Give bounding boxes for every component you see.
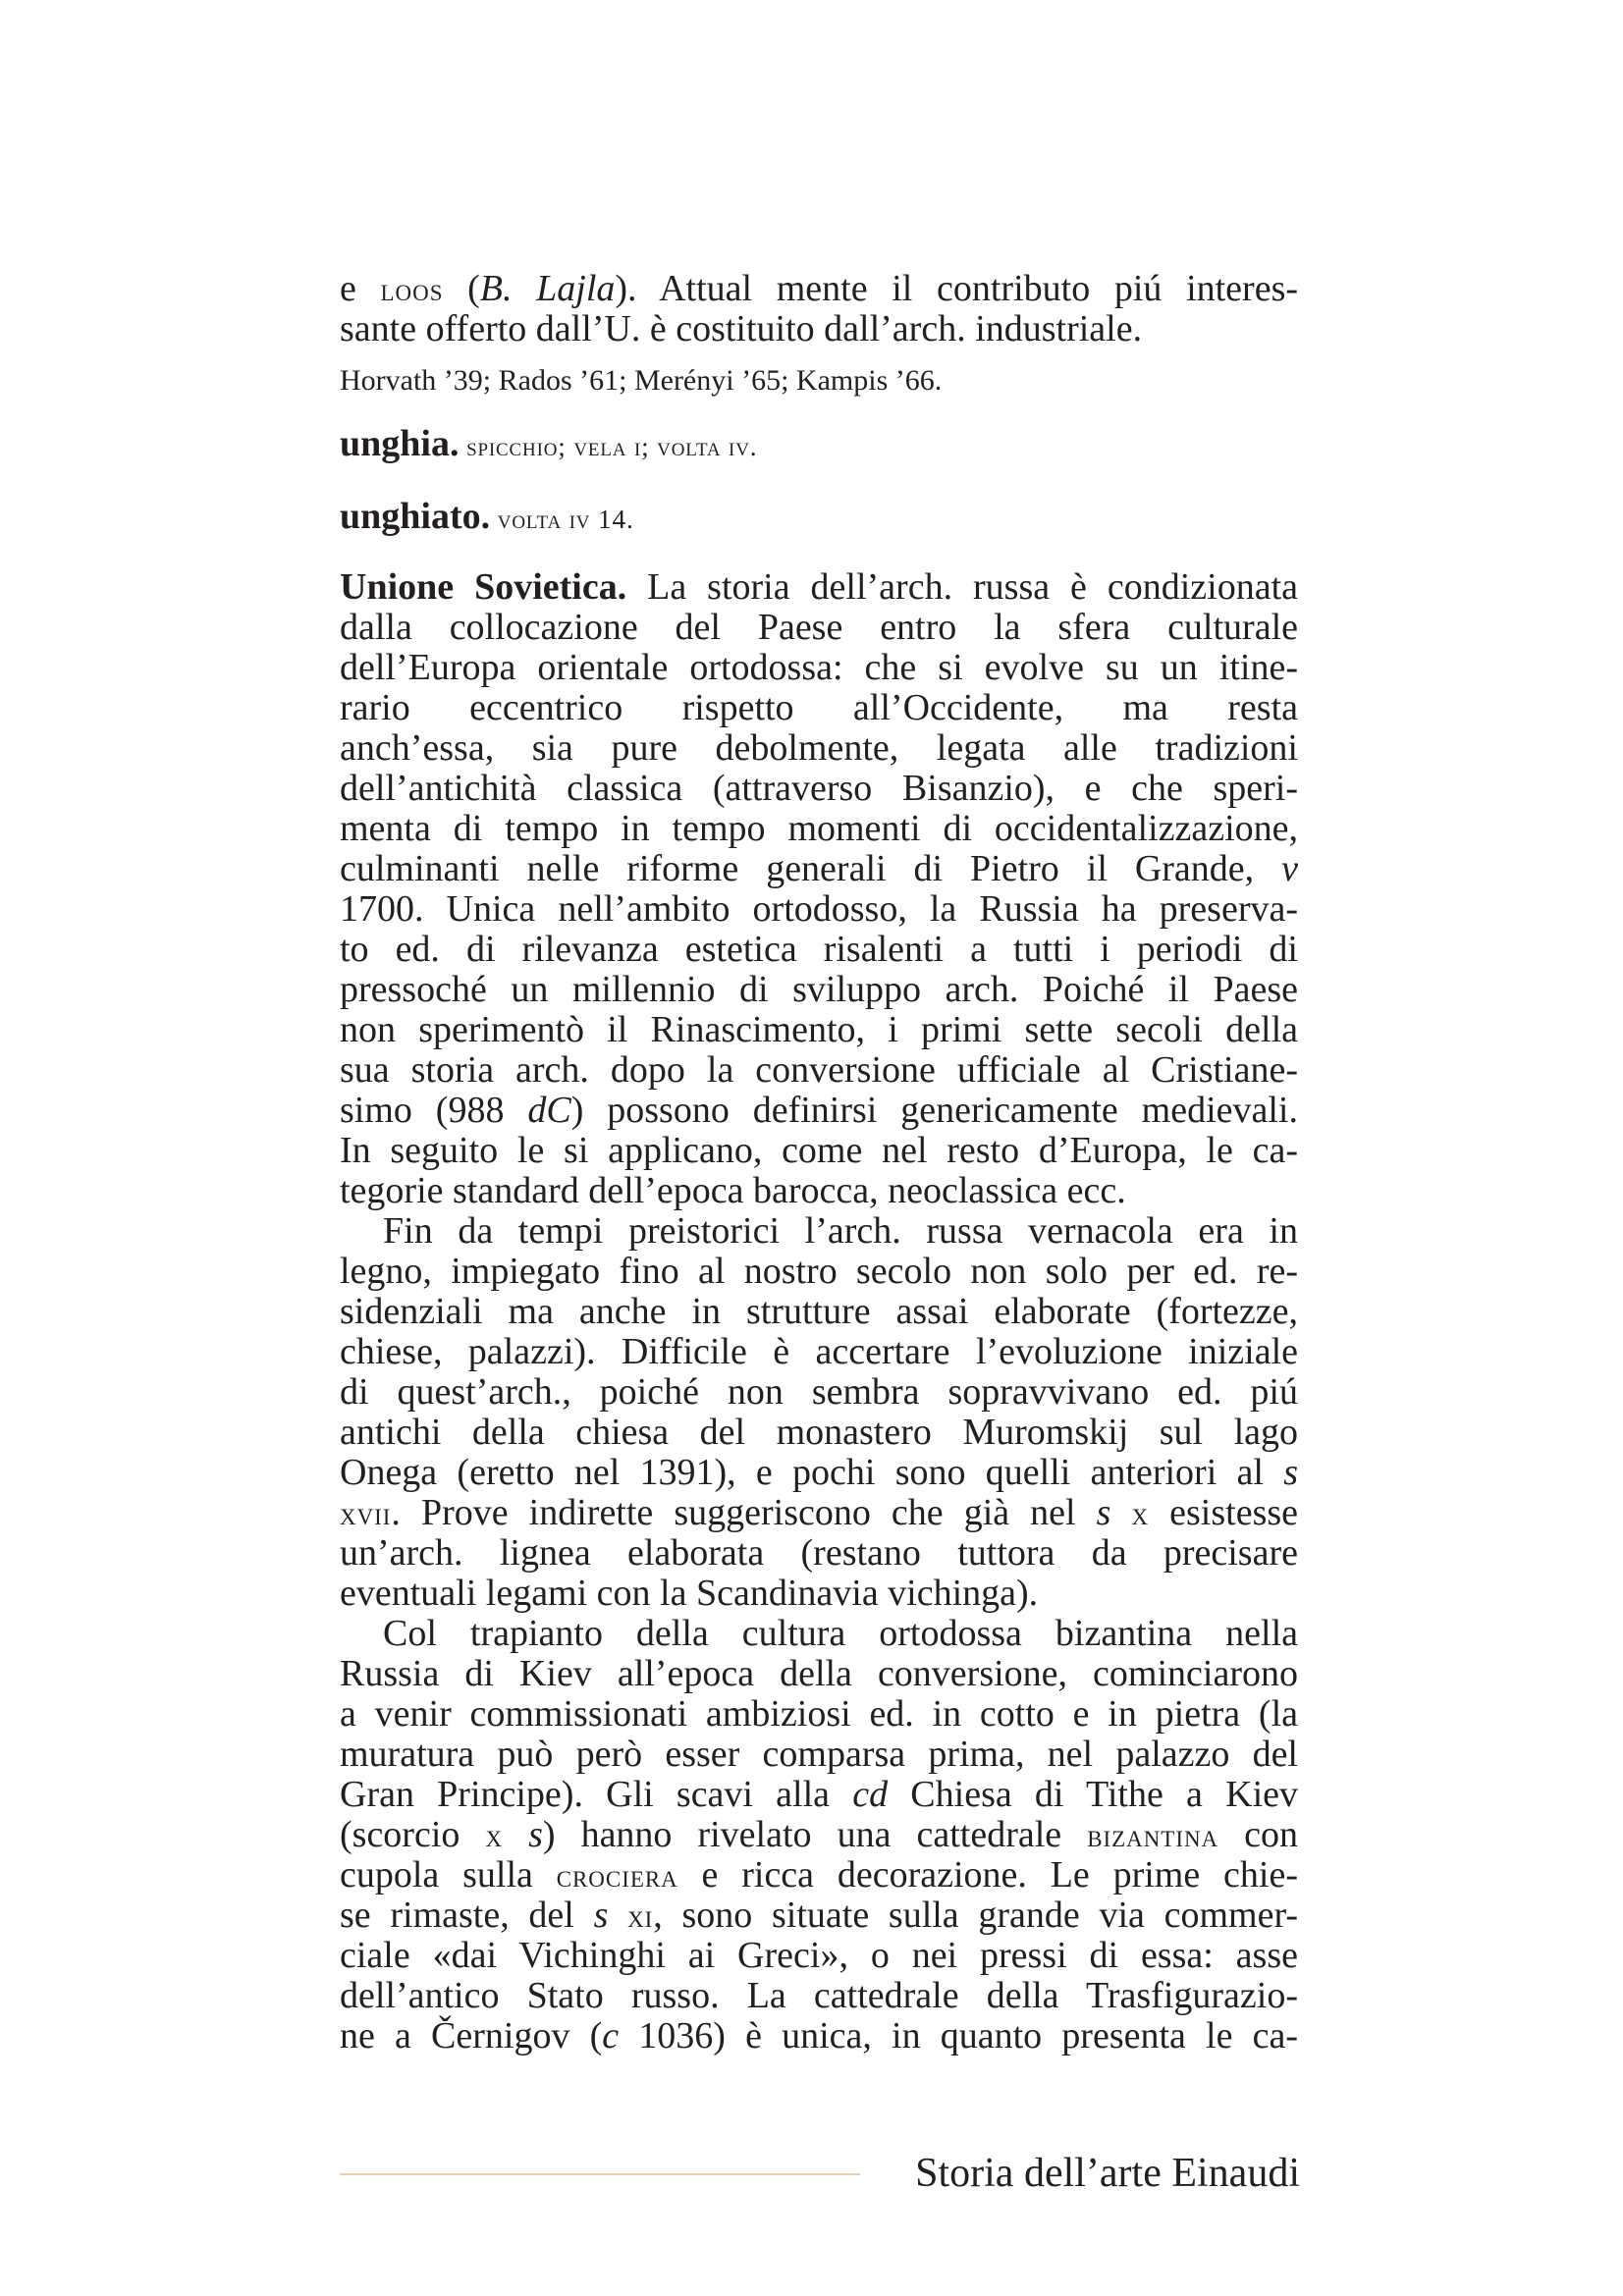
- italic-reference: B. Lajla: [479, 268, 616, 309]
- text-line: 1700. Unica nell’ambito ortodosso, la Russia ha preserva-: [340, 888, 1298, 930]
- text-line: muratura può però esser comparsa prima, nel palazzo del: [340, 1734, 1298, 1775]
- text-line: In seguito le si applicano, come nel resto d’Europa, le ca-: [340, 1130, 1298, 1171]
- text-line: chiese, palazzi). Difficile è accertare l’evoluzione iniziale: [340, 1331, 1298, 1372]
- text-line: dell’Europa orientale ortodossa: che si evolve su un itine-: [340, 647, 1298, 688]
- text-line: pressoché un millennio di sviluppo arch. Poiché il Paese: [340, 969, 1298, 1010]
- text-line: a venir commissionati ambiziosi ed. in cotto e in pietra (la: [340, 1693, 1298, 1735]
- headword: Unione Sovietica.: [340, 566, 627, 608]
- text-line: Unione Sovietica. La storia dell’arch. russa è condizionata: [340, 566, 1298, 608]
- text-line: Col trapianto della cultura ortodossa bizantina nella: [383, 1613, 1298, 1654]
- text-line: di quest’arch., poiché non sembra sopravvivano ed. piú: [340, 1371, 1298, 1413]
- text-line: non sperimentò il Rinascimento, i primi sette secoli della: [340, 1009, 1298, 1050]
- headword: unghiato.: [340, 496, 491, 537]
- cross-reference: loos: [380, 272, 444, 307]
- text-line: (scorcio x s) hanno rivelato una cattedrale bizantina con: [340, 1814, 1299, 1855]
- bibliography: Horvath ’39; Rados ’61; Merényi ’65; Kampis ’66.: [340, 364, 943, 397]
- text-line: dell’antichità classica (attraverso Bisanzio), e che speri-: [340, 768, 1298, 809]
- text-line: Fin da tempi preistorici l’arch. russa vernacola era in: [383, 1210, 1298, 1252]
- text-line: Russia di Kiev all’epoca della conversione, cominciarono: [340, 1653, 1298, 1694]
- text-line: xvii. Prove indirette suggeriscono che già nel s x esistesse: [340, 1492, 1299, 1533]
- text-line: Onega (eretto nel 1391), e pochi sono quelli anteriori al s: [340, 1452, 1298, 1493]
- cross-reference: crociera: [556, 1858, 678, 1894]
- text-line: e loos (B. Lajla). Attual mente il contributo piú interes-: [340, 268, 1299, 309]
- text-line: antichi della chiesa del monastero Muromskij sul lago: [340, 1412, 1298, 1453]
- cross-reference: bizantina: [1087, 1818, 1219, 1853]
- text-line: un’arch. lignea elaborata (restano tuttora da precisare: [340, 1532, 1298, 1574]
- text-line: Gran Principe). Gli scavi alla cd Chiesa di Tithe a Kiev: [340, 1774, 1298, 1815]
- cross-reference: spicchio; vela i; volta iv.: [459, 432, 758, 461]
- text-line: eventuali legami con la Scandinavia vichinga).: [340, 1573, 1039, 1614]
- text-line: cupola sulla crociera e ricca decorazione. Le prime chie-: [340, 1854, 1298, 1896]
- text-line: ne a Černigov (c 1036) è unica, in quanto presenta le ca-: [340, 2015, 1298, 2056]
- headword: unghia.: [340, 423, 460, 464]
- text-line: to ed. di rilevanza estetica risalenti a tutti i periodi di: [340, 929, 1298, 970]
- text-line: sua storia arch. dopo la conversione ufficiale al Cristiane-: [340, 1049, 1298, 1091]
- text-column: [340, 269, 1298, 2056]
- text-line: tegorie standard dell’epoca barocca, neoclassica ecc.: [340, 1170, 1126, 1211]
- footer-rule: [340, 2173, 860, 2175]
- entry-unghia: [340, 424, 1298, 467]
- text-line: dell’antico Stato russo. La cattedrale della Trasfigurazio-: [340, 1975, 1298, 2016]
- text-line: menta di tempo in tempo momenti di occidentalizzazione,: [340, 808, 1298, 849]
- text-line: ciale «dai Vichinghi ai Greci», o nei pressi di essa: asse: [340, 1935, 1298, 1976]
- text-line: culminanti nelle riforme generali di Pietro il Grande, v: [340, 848, 1298, 889]
- text-line: legno, impiegato fino al nostro secolo non solo per ed. re-: [340, 1251, 1298, 1292]
- text-line: sante offerto dall’U. è costituito dall’arch. industriale.: [340, 308, 1143, 349]
- footer-publisher: Storia dell’arte Einaudi: [915, 2151, 1300, 2196]
- text-line: anch’essa, sia pure debolmente, legata alle tradizioni: [340, 727, 1298, 769]
- entry-unghiato: [340, 497, 1298, 540]
- text-line: se rimaste, del s xi, sono situate sulla grande via commer-: [340, 1895, 1299, 1936]
- cross-reference: volta iv 14.: [490, 505, 634, 534]
- entry-unione-sovietica: [340, 567, 1298, 2056]
- text-line: dalla collocazione del Paese entro la sfera culturale: [340, 607, 1298, 648]
- text-line: rario eccentrico rispetto all’Occidente, ma resta: [340, 687, 1298, 728]
- text-line: simo (988 dC) possono definirsi genericamente medievali.: [340, 1090, 1298, 1131]
- text-line: sidenziali ma anche in strutture assai elaborate (fortezze,: [340, 1291, 1298, 1332]
